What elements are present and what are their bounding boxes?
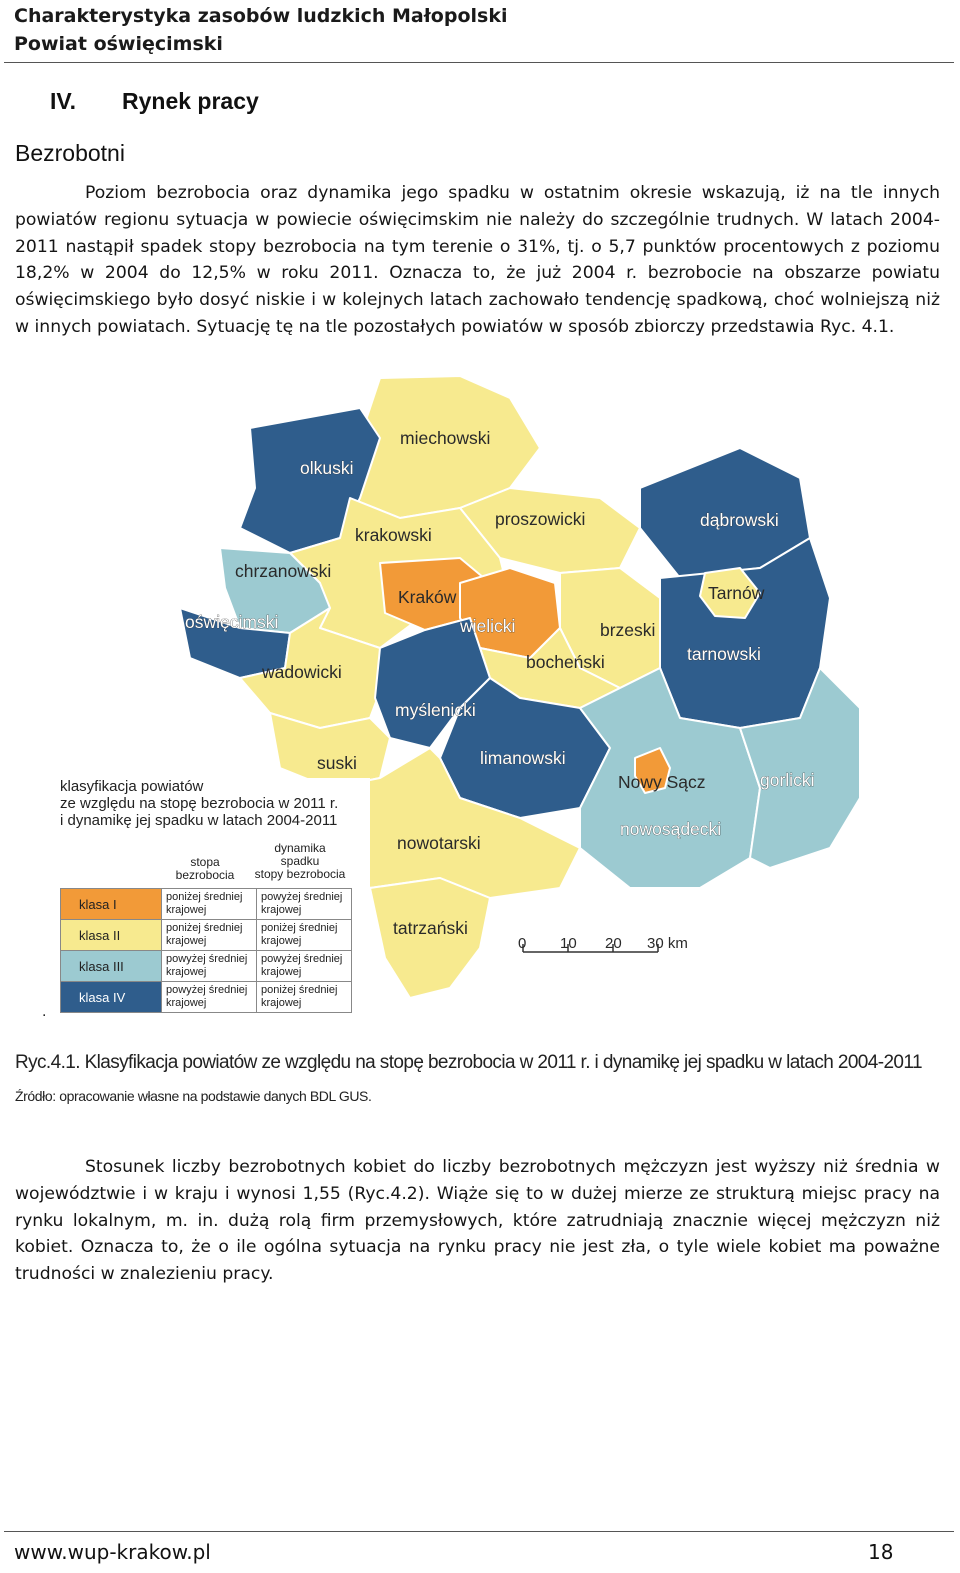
paragraph-2-text: Stosunek liczby bezrobotnych kobiet do liczby bezrobotnych mężczyzn jest wyższy niż średnia w województwie i w kraju i wynosi 1,55 (Ryc.4.2). Wiąże się to w dużej mierze ze strukturą miejsc pracy na rynku lokalnym, m. in. dużą rolą firm przemysłowych, które zatrudniają znacznie więcej mężczyzn niż kobiet. Oznacza to, że o ile ogólna sytuacja na rynku pracy nie jest zła, o tyle wiele kobiet ma poważne trudności w znalezieniu pracy. (15, 1157, 940, 1285)
legend-cell (257, 920, 352, 951)
label-krakowski: krakowski (355, 525, 432, 545)
legend-cell (257, 982, 352, 1013)
legend-row (61, 982, 352, 1013)
label-olkuski: olkuski (300, 458, 354, 478)
legend-swatch-klasa-2: klasa II (61, 920, 162, 951)
legend-row (61, 920, 352, 951)
legend-col2-line-2: spadku (280, 854, 320, 868)
legend-cell (162, 920, 257, 951)
paragraph-1 (15, 180, 940, 341)
scale-bar (518, 935, 688, 952)
document-header (14, 2, 954, 58)
legend-cell-line: powyżej średniej (261, 891, 343, 903)
label-krakow: Kraków (398, 587, 457, 607)
legend-cell-line: krajowej (166, 966, 207, 978)
page-number: 18 (868, 1540, 894, 1564)
label-tarnow: Tarnów (708, 583, 765, 603)
legend-cell-line: krajowej (261, 904, 302, 916)
legend-title-line-3: i dynamikę jej spadku w latach 2004-2011 (60, 812, 338, 829)
footer-rule (4, 1531, 954, 1532)
map-legend (60, 778, 370, 1018)
region-tatrzanski (370, 878, 490, 998)
legend-col2-line-3: stopy bezrobocia (254, 867, 346, 881)
legend-col1-line-1: stopa (190, 855, 220, 869)
label-nowotarski: nowotarski (397, 833, 481, 853)
label-limanowski: limanowski (480, 748, 566, 768)
label-suski: suski (317, 753, 357, 773)
subheading: Bezrobotni (15, 140, 125, 166)
label-proszowicki: proszowicki (495, 509, 586, 529)
legend-cell-line: krajowej (261, 966, 302, 978)
legend-cell-line: poniżej średniej (166, 922, 243, 934)
legend-cell-line: krajowej (166, 935, 207, 947)
legend-cell (162, 982, 257, 1013)
scale-tick-10: 10 (560, 935, 577, 952)
legend-cell-line: powyżej średniej (166, 953, 248, 965)
label-myslenicki: myślenicki (395, 700, 476, 720)
legend-swatch-klasa-4: klasa IV (61, 982, 162, 1013)
label-gorlicki: gorlicki (760, 770, 815, 790)
section-title (50, 88, 259, 115)
legend-cell-line: poniżej średniej (166, 891, 243, 903)
legend-swatch-klasa-1: klasa I (61, 889, 162, 920)
legend-column-1-head (160, 856, 250, 882)
figure-source: Źródło: opracowanie własne na podstawie danych BDL GUS. (15, 1088, 372, 1104)
footer-url: www.wup-krakow.pl (14, 1540, 211, 1564)
legend-col2-line-1: dynamika (274, 841, 326, 855)
header-rule (4, 62, 954, 63)
section-number: IV. (50, 88, 77, 114)
map-figure (40, 368, 920, 1028)
legend-cell-line: krajowej (166, 904, 207, 916)
label-bochenski: bocheński (526, 652, 605, 672)
legend-cell-line: poniżej średniej (261, 922, 338, 934)
header-title: Charakterystyka zasobów ludzkich Małopolski (14, 5, 508, 27)
legend-cell-line: poniżej średniej (261, 984, 338, 996)
legend-cell-line: krajowej (261, 997, 302, 1009)
label-tatrzanski: tatrzański (393, 918, 468, 938)
legend-title-line-2: ze względu na stopę bezrobocia w 2011 r. (60, 795, 339, 812)
label-brzeski: brzeski (600, 620, 656, 640)
legend-title-line-1: klasyfikacja powiatów (60, 778, 204, 795)
header-subtitle: Powiat oświęcimski (14, 33, 223, 55)
legend-cell-line: krajowej (166, 997, 207, 1009)
legend-table (60, 888, 352, 1013)
scale-tick-30: 30 km (647, 935, 688, 952)
stray-dot: . (42, 1003, 47, 1020)
label-tarnowski: tarnowski (687, 644, 761, 664)
label-nowosadecki: nowosądecki (620, 819, 722, 839)
paragraph-1-text: Poziom bezrobocia oraz dynamika jego spadku w ostatnim okresie wskazują, iż na tle innych powiatów regionu sytuacja w powiecie oświęcimskim nie należy do szczególnie trudnych. W latach 2004-2011 nastąpił spadek stopy bezrobocia na tym terenie o 31%, tj. o 5,7 punktów procentowych z poziomu 18,2% w 2004 do 12,5% w roku 2011. Oznacza to, że już 2004 r. bezrobocie na obszarze powiatu oświęcimskiego było dosyć niskie i w kolejnych latach zachowało tendencję spadkową, choć wolniejszą niż w innych powiatach. Sytuację tę na tle pozostałych powiatów w sposób zbiorczy przedstawia Ryc. 4.1. (15, 183, 940, 337)
legend-col1-line-2: bezrobocia (175, 868, 235, 882)
legend-title (60, 778, 370, 829)
label-chrzanowski: chrzanowski (235, 561, 332, 581)
label-wielicki: wielicki (460, 616, 516, 636)
label-wadowicki: wadowicki (262, 662, 342, 682)
label-nowy-sacz: Nowy Sącz (618, 772, 706, 792)
scale-tick-0: 0 (518, 935, 527, 952)
section-title-text: Rynek pracy (122, 88, 259, 114)
legend-cell-line: powyżej średniej (261, 953, 343, 965)
label-miechowski: miechowski (400, 428, 491, 448)
label-dabrowski: dąbrowski (700, 510, 779, 530)
legend-swatch-klasa-3: klasa III (61, 951, 162, 982)
legend-cell (162, 951, 257, 982)
legend-row (61, 889, 352, 920)
legend-row (61, 951, 352, 982)
legend-cell-line: krajowej (261, 935, 302, 947)
legend-cell (257, 951, 352, 982)
figure-caption: Ryc.4.1. Klasyfikacja powiatów ze względu na stopę bezrobocia w 2011 r. i dynamikę jej spadku w latach 2004-2011 (15, 1052, 922, 1073)
legend-cell (257, 889, 352, 920)
legend-cell (162, 889, 257, 920)
legend-column-2-head (250, 842, 350, 881)
legend-cell-line: powyżej średniej (166, 984, 248, 996)
paragraph-2 (15, 1154, 940, 1288)
label-oswiecimski: oświęcimski (185, 612, 279, 632)
scale-tick-20: 20 (605, 935, 622, 952)
